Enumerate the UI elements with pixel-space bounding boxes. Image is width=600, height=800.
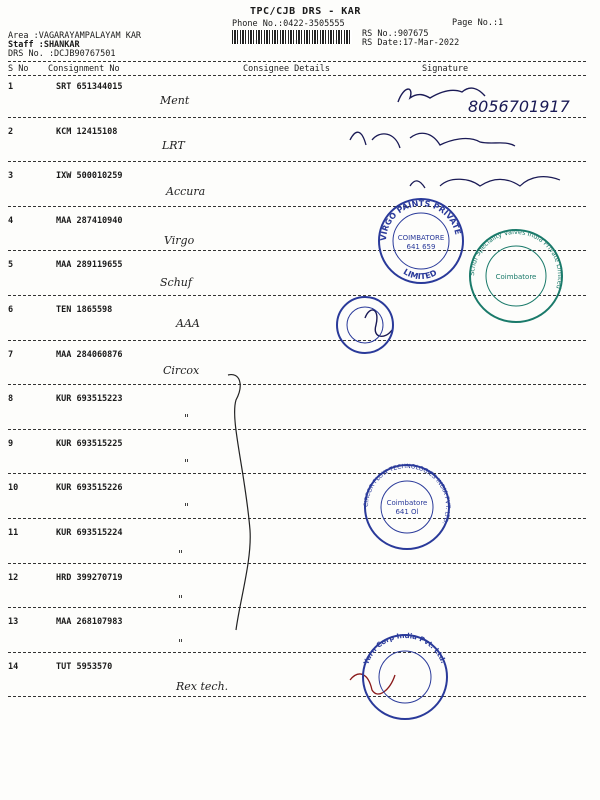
row-consignment-number: MAA 284060876: [56, 349, 123, 360]
row-consignee-handwriting: Rex tech.: [176, 679, 229, 693]
row-serial-number: 5: [8, 260, 14, 271]
row-serial-number: 1: [8, 82, 14, 92]
row-consignment-number: HRD 399270719: [56, 572, 123, 583]
row-serial-number: 10: [8, 483, 19, 494]
svg-text:COIMBATORE: COIMBATORE: [397, 234, 445, 242]
row-consignment-number: KCM 12415108: [56, 126, 118, 137]
row-serial-number: 4: [8, 215, 14, 226]
bracket-mark: [228, 375, 250, 630]
row-consignment-number: KUR 693515223: [56, 394, 123, 405]
round-stamp: [335, 290, 395, 360]
row-consignee-handwriting: Accura: [166, 185, 206, 199]
column-header-consignment: Consignment No: [48, 64, 120, 74]
row-consignment-number: IXW 500010259: [56, 171, 123, 182]
phone-number: Phone No.:0422-3505555: [232, 19, 345, 29]
drs-number: DRS No. :DCJB90767501: [8, 49, 116, 59]
row-consignee-handwriting: Circox: [163, 363, 200, 377]
row-consignee-handwriting: Virgo: [164, 233, 195, 247]
schuf-stamp: [466, 226, 566, 326]
row-serial-number: 11: [8, 528, 19, 538]
staff-field: Staff :SHANKAR: [8, 40, 80, 50]
svg-text:641 Ol: 641 Ol: [395, 508, 419, 516]
row-consignee-handwriting: ": [184, 501, 190, 515]
column-header-sno: S No: [8, 64, 29, 74]
row-consignee-handwriting: AAA: [176, 317, 200, 330]
column-header-consignee: Consignee Details: [243, 64, 330, 74]
row-consignment-number: MAA 268107983: [56, 617, 123, 628]
row-consignee-handwriting: LRT: [162, 138, 185, 152]
row-serial-number: 13: [8, 617, 19, 628]
row-consignment-number: MAA 289119655: [56, 260, 123, 271]
row-consignee-handwriting: ": [178, 637, 184, 651]
row-serial-number: 14: [8, 661, 19, 672]
svg-text:Coimbatore: Coimbatore: [495, 273, 537, 281]
row-consignment-number: TEN 1865598: [56, 305, 113, 315]
signature-phone-row-1: 8056701917: [468, 97, 570, 116]
column-header-signature: Signature: [422, 64, 469, 74]
row-consignment-number: MAA 287410940: [56, 215, 123, 226]
row-consignment-number: KUR 693515225: [56, 438, 123, 449]
svg-text:641 659: 641 659: [406, 243, 436, 251]
row-serial-number: 12: [8, 572, 19, 583]
row-consignment-number: SRT 651344015: [56, 82, 123, 92]
row-serial-number: 6: [8, 305, 14, 315]
row-serial-number: 2: [8, 126, 14, 137]
row-serial-number: 9: [8, 438, 14, 449]
row-consignment-number: KUR 693515224: [56, 528, 123, 538]
row-serial-number: 3: [8, 171, 14, 182]
signature-row-2: [350, 132, 515, 148]
row-consignee-handwriting: Schuf: [160, 276, 192, 290]
virgo-paints-stamp: [376, 196, 466, 286]
rs-date: RS Date:17-Mar-2022: [362, 38, 460, 48]
svg-text:VIRGO PAINTS PRIVATE: VIRGO PAINTS PRIVATE: [378, 198, 463, 242]
row-consignment-number: TUT 5953570: [56, 661, 113, 672]
svg-text:Schuf Speciality Valves India: Schuf Speciality Valves India Private Limited: [467, 227, 565, 290]
signature-row-3: [410, 177, 560, 188]
svg-text:Yarn Corp India Pvt. Ltd.: Yarn Corp India Pvt. Ltd.: [362, 632, 448, 666]
page-number: Page No.:1: [452, 18, 504, 28]
svg-text:LIMITED: LIMITED: [401, 267, 439, 282]
row-consignee-handwriting: ": [178, 592, 184, 606]
area-field: Area :VAGARAYAMPALAYAM KAR: [8, 31, 142, 41]
row-consignee-handwriting: ": [184, 412, 190, 426]
row-serial-number: 8: [8, 394, 14, 405]
circor-stamp: [362, 462, 452, 552]
yarn-corp-stamp: [360, 632, 450, 722]
row-consignee-handwriting: ": [178, 548, 184, 561]
svg-text:CIRCOR FLOW TECHNOLOGIES INDIA: CIRCOR FLOW TECHNOLOGIES INDIA PVT. LTD.: [362, 462, 452, 526]
svg-text:Coimbatore: Coimbatore: [386, 499, 428, 507]
row-serial-number: 7: [8, 349, 14, 360]
report-title: TPC/CJB DRS - KAR: [250, 6, 361, 17]
row-consignee-handwriting: ": [184, 456, 190, 470]
rs-number: RS No.:907675: [362, 29, 429, 39]
row-consignment-number: KUR 693515226: [56, 483, 123, 494]
row-consignee-handwriting: Ment: [160, 94, 190, 107]
